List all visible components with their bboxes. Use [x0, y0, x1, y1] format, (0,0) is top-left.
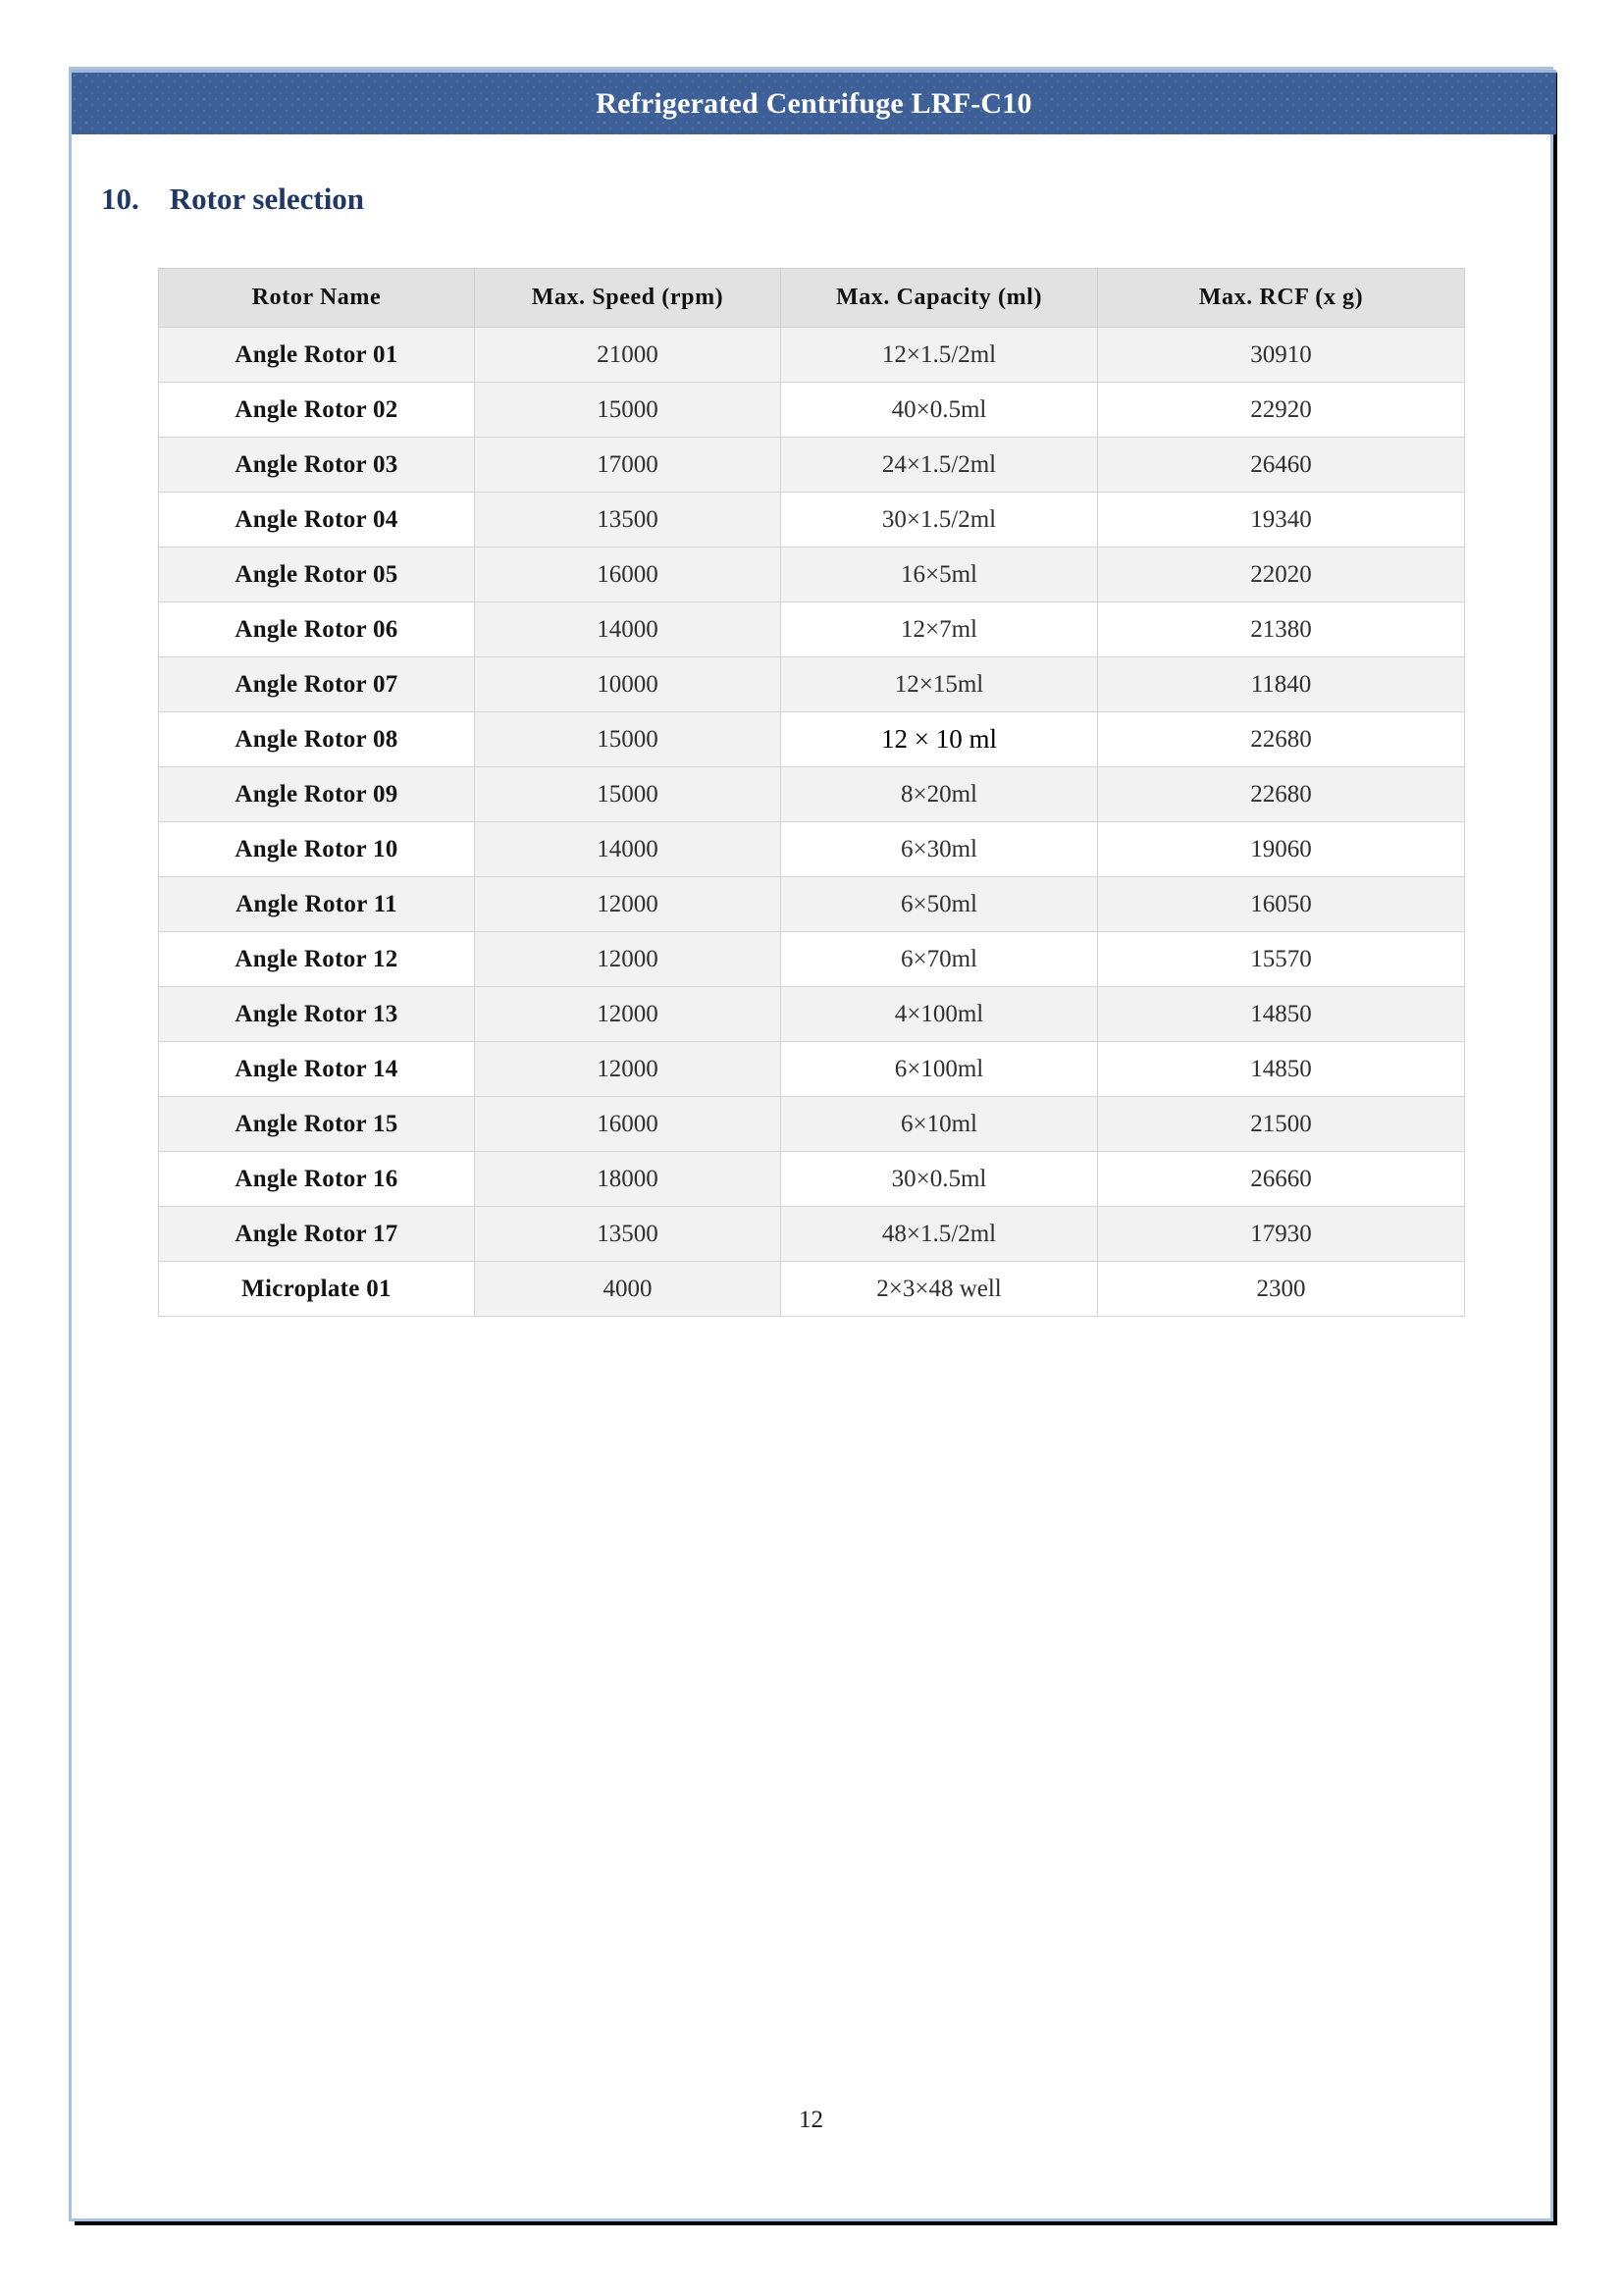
cell-max-capacity: 8×20ml	[781, 767, 1098, 822]
cell-rotor-name: Angle Rotor 12	[159, 932, 475, 987]
table-row	[159, 767, 1465, 822]
cell-max-speed: 14000	[475, 602, 781, 657]
cell-max-rcf: 26460	[1098, 438, 1465, 493]
cell-rotor-name: Angle Rotor 13	[159, 987, 475, 1042]
table-row	[159, 383, 1465, 438]
table-row	[159, 712, 1465, 767]
cell-rotor-name: Angle Rotor 03	[159, 438, 475, 493]
cell-max-capacity: 12 × 10 ml	[781, 712, 1098, 767]
table-row	[159, 877, 1465, 932]
cell-max-rcf: 19060	[1098, 822, 1465, 877]
cell-max-rcf: 21380	[1098, 602, 1465, 657]
document-header-banner	[72, 70, 1556, 134]
table-header-row	[159, 269, 1465, 328]
cell-rotor-name: Angle Rotor 11	[159, 877, 475, 932]
page-body	[72, 134, 1550, 2218]
cell-max-speed: 13500	[475, 493, 781, 548]
column-header-rotor-name: Rotor Name	[159, 269, 475, 328]
cell-rotor-name: Angle Rotor 04	[159, 493, 475, 548]
cell-rotor-name: Angle Rotor 10	[159, 822, 475, 877]
table-row	[159, 438, 1465, 493]
document-title: Refrigerated Centrifuge LRF-C10	[596, 86, 1032, 120]
cell-max-capacity: 6×100ml	[781, 1042, 1098, 1097]
cell-max-rcf: 15570	[1098, 932, 1465, 987]
cell-max-speed: 21000	[475, 328, 781, 383]
cell-max-rcf: 19340	[1098, 493, 1465, 548]
cell-max-rcf: 2300	[1098, 1262, 1465, 1317]
cell-max-rcf: 22920	[1098, 383, 1465, 438]
cell-max-capacity: 6×30ml	[781, 822, 1098, 877]
cell-max-capacity: 12×7ml	[781, 602, 1098, 657]
table-row	[159, 987, 1465, 1042]
cell-rotor-name: Angle Rotor 02	[159, 383, 475, 438]
table-row	[159, 1097, 1465, 1152]
section-heading: 10. Rotor selection	[101, 182, 365, 216]
cell-max-speed: 15000	[475, 712, 781, 767]
cell-max-capacity: 48×1.5/2ml	[781, 1207, 1098, 1262]
table-row	[159, 1152, 1465, 1207]
rotor-specification-table	[158, 268, 1465, 1317]
cell-max-speed: 15000	[475, 767, 781, 822]
column-header-max-speed: Max. Speed (rpm)	[475, 269, 781, 328]
cell-rotor-name: Angle Rotor 07	[159, 657, 475, 712]
cell-max-capacity: 30×1.5/2ml	[781, 493, 1098, 548]
cell-max-capacity: 16×5ml	[781, 548, 1098, 602]
cell-rotor-name: Angle Rotor 05	[159, 548, 475, 602]
cell-max-rcf: 14850	[1098, 987, 1465, 1042]
table-row	[159, 548, 1465, 602]
cell-max-rcf: 22020	[1098, 548, 1465, 602]
cell-max-rcf: 17930	[1098, 1207, 1465, 1262]
table-row	[159, 1207, 1465, 1262]
cell-max-rcf: 22680	[1098, 767, 1465, 822]
table-row	[159, 657, 1465, 712]
cell-max-speed: 15000	[475, 383, 781, 438]
cell-rotor-name: Angle Rotor 17	[159, 1207, 475, 1262]
table-row	[159, 822, 1465, 877]
cell-max-rcf: 14850	[1098, 1042, 1465, 1097]
table-row	[159, 1042, 1465, 1097]
cell-max-speed: 13500	[475, 1207, 781, 1262]
cell-max-speed: 12000	[475, 1042, 781, 1097]
cell-rotor-name: Microplate 01	[159, 1262, 475, 1317]
cell-rotor-name: Angle Rotor 16	[159, 1152, 475, 1207]
rotor-table-container	[158, 268, 1464, 1317]
table-row	[159, 932, 1465, 987]
cell-max-speed: 14000	[475, 822, 781, 877]
cell-max-rcf: 22680	[1098, 712, 1465, 767]
table-row	[159, 493, 1465, 548]
table-row	[159, 1262, 1465, 1317]
column-header-max-capacity: Max. Capacity (ml)	[781, 269, 1098, 328]
cell-max-rcf: 30910	[1098, 328, 1465, 383]
cell-max-capacity: 6×50ml	[781, 877, 1098, 932]
cell-rotor-name: Angle Rotor 15	[159, 1097, 475, 1152]
cell-max-speed: 18000	[475, 1152, 781, 1207]
cell-max-speed: 4000	[475, 1262, 781, 1317]
cell-max-capacity: 12×15ml	[781, 657, 1098, 712]
column-header-max-rcf: Max. RCF (x g)	[1098, 269, 1465, 328]
cell-rotor-name: Angle Rotor 08	[159, 712, 475, 767]
cell-max-capacity: 12×1.5/2ml	[781, 328, 1098, 383]
cell-max-speed: 10000	[475, 657, 781, 712]
cell-max-capacity: 6×70ml	[781, 932, 1098, 987]
cell-max-capacity: 24×1.5/2ml	[781, 438, 1098, 493]
cell-max-capacity: 6×10ml	[781, 1097, 1098, 1152]
cell-rotor-name: Angle Rotor 09	[159, 767, 475, 822]
cell-max-rcf: 16050	[1098, 877, 1465, 932]
cell-max-capacity: 4×100ml	[781, 987, 1098, 1042]
table-row	[159, 328, 1465, 383]
cell-max-speed: 17000	[475, 438, 781, 493]
page-sheet	[69, 67, 1553, 2221]
cell-max-speed: 12000	[475, 987, 781, 1042]
cell-max-speed: 12000	[475, 932, 781, 987]
cell-rotor-name: Angle Rotor 01	[159, 328, 475, 383]
cell-max-rcf: 11840	[1098, 657, 1465, 712]
cell-max-speed: 16000	[475, 1097, 781, 1152]
table-row	[159, 602, 1465, 657]
cell-max-capacity: 30×0.5ml	[781, 1152, 1098, 1207]
cell-max-speed: 16000	[475, 548, 781, 602]
cell-max-speed: 12000	[475, 877, 781, 932]
cell-max-rcf: 21500	[1098, 1097, 1465, 1152]
cell-max-capacity: 40×0.5ml	[781, 383, 1098, 438]
page-number: 12	[799, 2107, 823, 2133]
rotor-table-body	[159, 328, 1465, 1317]
cell-max-capacity: 2×3×48 well	[781, 1262, 1098, 1317]
cell-rotor-name: Angle Rotor 06	[159, 602, 475, 657]
cell-max-rcf: 26660	[1098, 1152, 1465, 1207]
cell-rotor-name: Angle Rotor 14	[159, 1042, 475, 1097]
